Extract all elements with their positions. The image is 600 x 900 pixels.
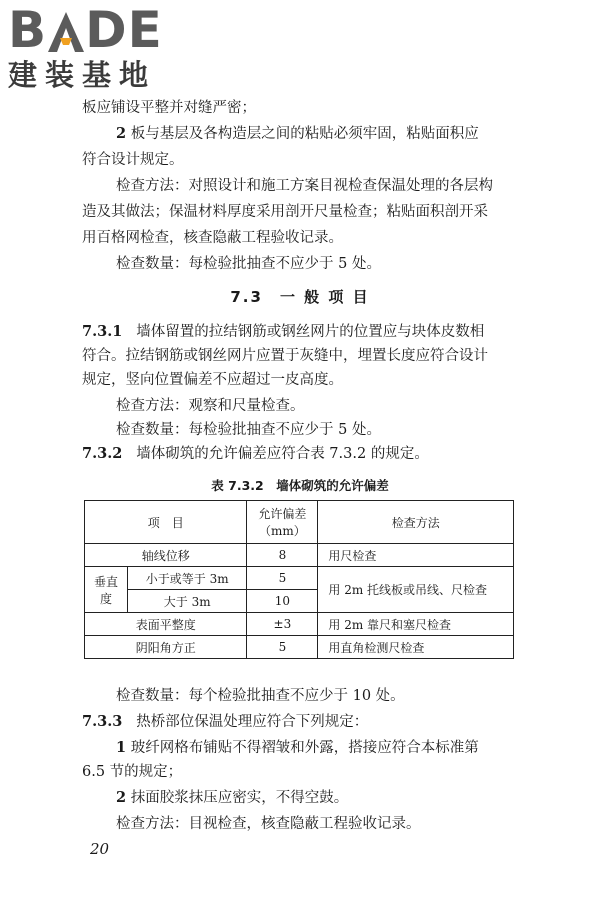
table-row bbox=[85, 567, 514, 590]
cell-subitem: 大于 3m bbox=[128, 590, 247, 613]
cell-tolerance: 10 bbox=[247, 590, 318, 613]
cell-method: 用尺检查 bbox=[318, 544, 514, 567]
table-row bbox=[85, 613, 514, 636]
paragraph-check-method: 检查方法：目视检查，核查隐蔽工程验收记录。 bbox=[116, 816, 421, 832]
page-number: 20 bbox=[90, 840, 110, 858]
section-title: 7.3 一 般 项 目 bbox=[230, 288, 370, 306]
paragraph-line: 造及其做法；保温材料厚度采用剖开尺量检查；粘贴面积剖开采 bbox=[82, 204, 488, 220]
cell-tolerance: 5 bbox=[247, 567, 318, 590]
table-title: 表 7.3.2 墙体砌筑的允许偏差 bbox=[211, 478, 389, 493]
item-text: 板与基层及各构造层之间的粘贴必须牢固，粘贴面积应 bbox=[130, 126, 479, 142]
cell-subitem: 小于或等于 3m bbox=[128, 567, 247, 590]
cell-item: 轴线位移 bbox=[85, 544, 247, 567]
item-text: 抹面胶浆抹压应密实，不得空鼓。 bbox=[130, 790, 349, 806]
paragraph-check-quantity: 检查数量：每检验批抽查不应少于 5 处。 bbox=[116, 256, 381, 272]
paragraph-check-method: 检查方法：对照设计和施工方案目视检查保温处理的各层构 bbox=[116, 178, 493, 194]
clause-7-3-3 bbox=[82, 712, 368, 732]
tolerance-table bbox=[84, 500, 514, 659]
cell-item: 表面平整度 bbox=[85, 613, 247, 636]
header-method: 检查方法 bbox=[318, 501, 514, 544]
clause-text: 墙体留置的拉结钢筋或钢丝网片的位置应与块体皮数相 bbox=[136, 324, 485, 340]
table-row bbox=[85, 544, 514, 567]
paragraph-check-quantity: 检查数量：每检验批抽查不应少于 5 处。 bbox=[116, 422, 381, 438]
paragraph-continuation: 板应铺设平整并对缝严密； bbox=[82, 100, 256, 116]
logo-letter-a bbox=[48, 10, 84, 50]
paragraph-check-method: 检查方法：观察和尺量检查。 bbox=[116, 398, 305, 414]
header-tolerance bbox=[247, 501, 318, 544]
paragraph-item-1 bbox=[116, 738, 479, 758]
clause-number: 7.3.2 bbox=[82, 445, 123, 462]
item-text: 玻纤网格布铺贴不得褶皱和外露，搭接应符合本标准第 bbox=[130, 740, 479, 756]
logo-wordmark bbox=[8, 1, 178, 59]
cell-method: 用 2m 靠尺和塞尺检查 bbox=[318, 613, 514, 636]
cell-tolerance: ±3 bbox=[247, 613, 318, 636]
paragraph-line: 规定，竖向位置偏差不应超过一皮高度。 bbox=[82, 372, 343, 388]
clause-7-3-1 bbox=[82, 322, 484, 342]
paragraph-item-2 bbox=[116, 124, 479, 144]
paragraph-line: 符合设计规定。 bbox=[82, 152, 184, 168]
logo-subtitle: 建装基地 bbox=[8, 58, 157, 92]
table-header-row bbox=[85, 501, 514, 544]
item-number: 2 bbox=[116, 125, 127, 142]
header-item: 项 目 bbox=[85, 501, 247, 544]
logo-letter-b: B bbox=[8, 1, 48, 59]
item-number: 2 bbox=[116, 789, 127, 806]
header-tolerance-unit: （mm） bbox=[259, 524, 306, 538]
clause-number: 7.3.3 bbox=[82, 713, 123, 730]
paragraph-check-quantity: 检查数量：每个检验批抽查不应少于 10 处。 bbox=[116, 688, 405, 704]
paragraph-line: 用百格网检查，核查隐蔽工程验收记录。 bbox=[82, 230, 343, 246]
logo bbox=[8, 1, 178, 92]
cell-tolerance: 8 bbox=[247, 544, 318, 567]
clause-7-3-2 bbox=[82, 444, 429, 464]
clause-text: 墙体砌筑的允许偏差应符合表 7.3.2 的规定。 bbox=[136, 446, 429, 462]
cell-tolerance: 5 bbox=[247, 636, 318, 659]
clause-number: 7.3.1 bbox=[82, 323, 123, 340]
item-number: 1 bbox=[116, 739, 127, 756]
table-row bbox=[85, 636, 514, 659]
paragraph-line: 符合。拉结钢筋或钢丝网片应置于灰缝中，埋置长度应符合设计 bbox=[82, 348, 488, 364]
cell-method: 用直角检测尺检查 bbox=[318, 636, 514, 659]
header-tolerance-label: 允许偏差 bbox=[258, 507, 307, 521]
clause-text: 热桥部位保温处理应符合下列规定： bbox=[136, 714, 369, 730]
logo-letters-de: DE bbox=[85, 1, 163, 59]
cell-item: 阴阳角方正 bbox=[85, 636, 247, 659]
paragraph-line: 6.5 节的规定； bbox=[82, 764, 183, 780]
paragraph-item-2 bbox=[116, 788, 348, 808]
logo-a-shape bbox=[48, 12, 84, 52]
cell-item-group: 垂直度 bbox=[85, 567, 128, 613]
cell-method: 用 2m 托线板或吊线、尺检查 bbox=[318, 567, 514, 613]
